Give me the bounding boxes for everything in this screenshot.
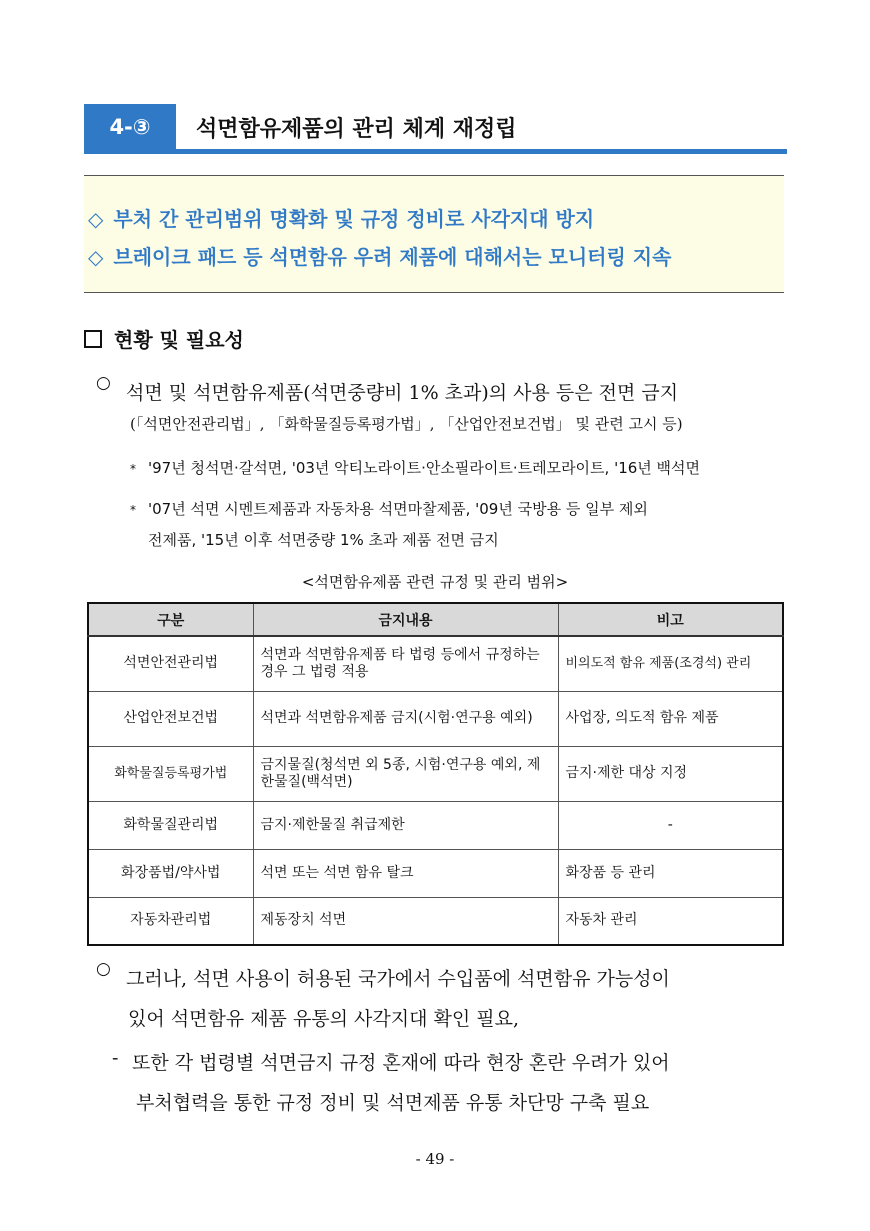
table-caption: <석면함유제품 관련 규정 및 관리 범위>: [301, 573, 569, 591]
asterisk-icon: *: [130, 503, 136, 517]
square-icon: [84, 330, 102, 348]
dash-bullet-icon: -: [112, 1047, 119, 1069]
summary-box: [84, 175, 784, 293]
summary-text-2: 브레이크 패드 등 석면함유 우려 제품에 대해서는 모니터링 지속: [113, 245, 672, 269]
paragraph-line: 그러나, 석면 사용이 허용된 국가에서 수입품에 석면함유 가능성이: [126, 968, 670, 990]
law-cell: 산업안전보건법: [88, 691, 253, 746]
content-cell: 석면 또는 석면 함유 탈크: [253, 849, 558, 897]
paragraph-line: 부처협력을 통한 규정 정비 및 석면제품 유통 차단망 구축 필요: [136, 1092, 650, 1114]
table-row: [88, 801, 783, 849]
footnote-2-text-line1: '07년 석면 시멘트제품과 자동차용 석면마찰제품, '09년 국방용 등 일부 제외: [148, 500, 648, 518]
law-cell: 화학물질관리법: [88, 801, 253, 849]
circle-bullet-icon: ○: [96, 959, 111, 979]
section-header: [84, 104, 787, 154]
note-cell: 화장품 등 관리: [558, 849, 783, 897]
note-cell: -: [558, 801, 783, 849]
note-cell: 금지·제한 대상 지정: [558, 746, 783, 801]
content-cell: 금지·제한물질 취급제한: [253, 801, 558, 849]
subsection-heading: [84, 324, 244, 353]
note-cell: 자동차 관리: [558, 897, 783, 945]
section-number: 4-③: [84, 104, 176, 150]
paragraph-line: 석면 및 석면함유제품(석면중량비 1% 초과)의 사용 등은 전면 금지: [126, 382, 679, 404]
section-title: 석면함유제품의 관리 체계 재정립: [196, 117, 517, 142]
law-cell: 화학물질등록평가법: [88, 746, 253, 801]
table-header-row: [88, 603, 783, 636]
paragraph-line: 있어 석면함유 제품 유통의 사각지대 확인 필요,: [128, 1008, 520, 1030]
summary-line-1: [88, 200, 784, 238]
header-prohibition: 금지내용: [253, 603, 558, 636]
summary-line-2: [88, 238, 784, 276]
header-remarks: 비고: [558, 603, 783, 636]
law-cell: 자동차관리법: [88, 897, 253, 945]
section-underline: [84, 149, 787, 154]
law-cell: 석면안전관리법: [88, 636, 253, 691]
table-row: [88, 849, 783, 897]
table-row: [88, 897, 783, 945]
paragraph-blind-spot: [96, 959, 796, 1039]
footnote-2: [130, 494, 648, 555]
regulation-table: [87, 602, 784, 946]
law-cell: 화장품법/약사법: [88, 849, 253, 897]
diamond-icon: ◇: [88, 245, 104, 269]
footnote-2-text-line2: 전제품, '15년 이후 석면중량 1% 초과 제품 전면 금지: [148, 531, 499, 549]
paragraph-line: 또한 각 법령별 석면금지 규정 혼재에 따라 현장 혼란 우려가 있어: [132, 1052, 670, 1074]
paragraph-legal-basis: (「석면안전관리법」, 「화학물질등록평가법」, 「산업안전보건법」 및 관련 고시 등): [130, 415, 683, 433]
page-number: - 49 -: [415, 1150, 455, 1168]
content-cell: 석면과 석면함유제품 금지(시험·연구용 예외): [253, 691, 558, 746]
note-cell: 비의도적 함유 제품(조경석) 관리: [558, 636, 783, 691]
content-cell: 제동장치 석면: [253, 897, 558, 945]
footnote-1-text: '97년 청석면·갈석면, '03년 악티노라이트·안소필라이트·트레모라이트, '16년 백석면: [148, 459, 701, 477]
paragraph-current-status: [96, 373, 796, 413]
table-row: [88, 746, 783, 801]
diamond-icon: ◇: [88, 207, 104, 231]
note-cell: 사업장, 의도적 함유 제품: [558, 691, 783, 746]
paragraph-coordination: [112, 1043, 812, 1123]
circle-bullet-icon: ○: [96, 373, 111, 393]
asterisk-icon: *: [130, 462, 136, 476]
summary-text-1: 부처 간 관리범위 명확화 및 규정 정비로 사각지대 방지: [113, 207, 595, 231]
header-category: 구분: [88, 603, 253, 636]
content-cell: 금지물질(청석면 외 5종, 시험·연구용 예외, 제한물질(백석면): [253, 746, 558, 801]
subsection-heading-label: 현황 및 필요성: [114, 328, 244, 352]
table-row: [88, 636, 783, 691]
table-row: [88, 691, 783, 746]
content-cell: 석면과 석면함유제품 타 법령 등에서 규정하는 경우 그 법령 적용: [253, 636, 558, 691]
footnote-1: [130, 453, 700, 484]
